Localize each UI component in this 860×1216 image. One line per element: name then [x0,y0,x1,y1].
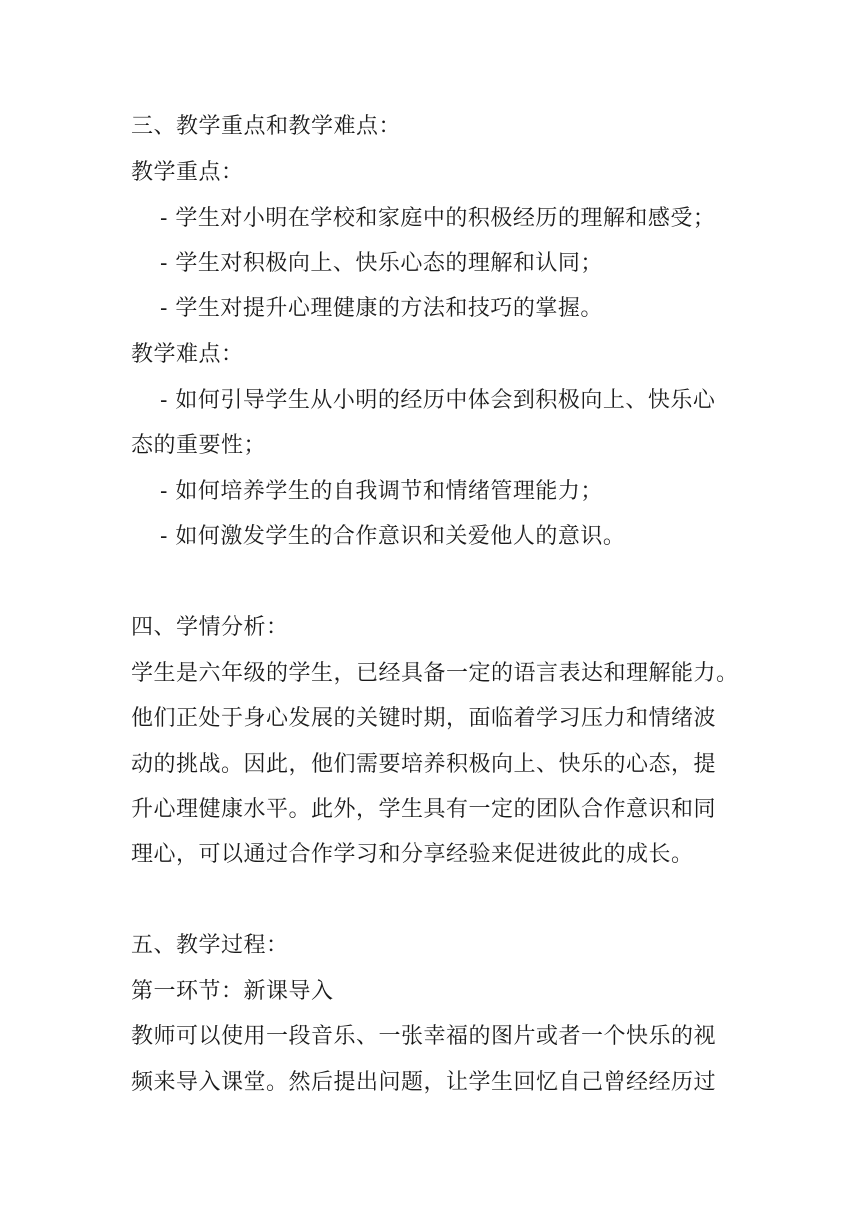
difficulty-label: 教学难点： [131,342,244,367]
difficulty-item-continuation: 态的重要性； [131,433,267,458]
section3-heading: 三、教学重点和教学难点： [131,114,402,139]
section5-subheading: 第一环节：新课导入 [131,979,334,1004]
section4-heading: 四、学情分析： [131,615,289,640]
difficulty-item: - 如何培养学生的自我调节和情绪管理能力； [160,479,603,504]
focus-item: - 学生对小明在学校和家庭中的积极经历的理解和感受； [160,206,716,231]
focus-item: - 学生对积极向上、快乐心态的理解和认同； [160,251,603,276]
section5-paragraph-line: 教师可以使用一段音乐、一张幸福的图片或者一个快乐的视 [131,1024,717,1049]
section4-paragraph-line: 升心理健康水平。此外，学生具有一定的团队合作意识和同 [131,797,717,822]
section5-heading: 五、教学过程： [131,933,289,958]
section4-paragraph-line: 学生是六年级的学生，已经具备一定的语言表达和理解能力。 [131,661,739,686]
section4-paragraph-line: 理心，可以通过合作学习和分享经验来促进彼此的成长。 [131,842,694,867]
section4-paragraph-line: 动的挑战。因此，他们需要培养积极向上、快乐的心态，提 [131,752,717,777]
section4-paragraph-line: 他们正处于身心发展的关键时期，面临着学习压力和情绪波 [131,706,717,731]
difficulty-item: - 如何激发学生的合作意识和关爱他人的意识。 [160,524,626,549]
difficulty-item: - 如何引导学生从小明的经历中体会到积极向上、快乐心 [160,388,716,413]
section5-paragraph-line: 频来导入课堂。然后提出问题，让学生回忆自己曾经经历过 [131,1070,717,1095]
focus-label: 教学重点： [131,160,244,185]
focus-item: - 学生对提升心理健康的方法和技巧的掌握。 [160,296,603,321]
